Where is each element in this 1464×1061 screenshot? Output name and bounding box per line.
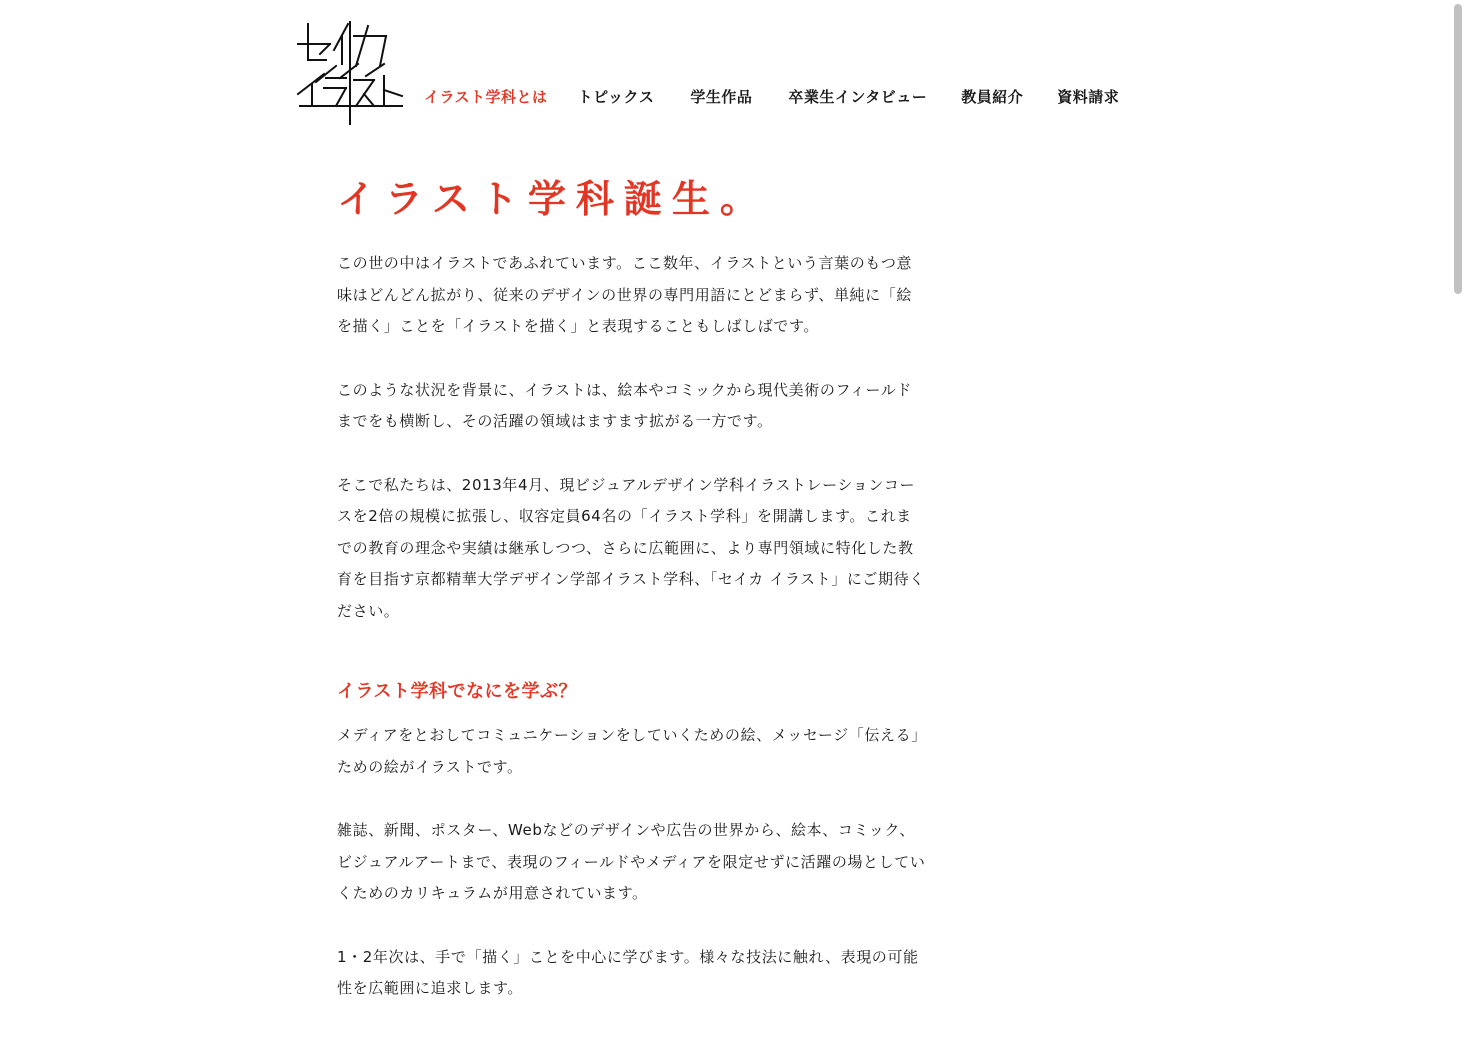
seika-illust-logo[interactable] [296, 20, 406, 130]
scrollbar[interactable] [1454, 4, 1462, 294]
page-title: イラスト学科誕生。 [337, 177, 768, 221]
nav-item-faculty[interactable]: 教員紹介 [961, 88, 1024, 106]
nav-item-request-materials[interactable]: 資料請求 [1057, 88, 1120, 106]
section-title: イラスト学科でなにを学ぶ？ [337, 681, 577, 702]
section-paragraph-1: メディアをとおしてコミュニケーションをしていくための絵、メッセージ「伝える」ための絵がイラストです。 [337, 726, 927, 776]
section-paragraph-2: 雑誌、新聞、ポスター、Webなどのデザインや広告の世界から、絵本、コミック、ビジュアルアートまで、表現のフィールドやメディアを限定せずに活躍の場としていくためのカリキュラムが用意されています。 [337, 821, 926, 902]
intro-paragraph-2: このような状況を背景に、イラストは、絵本やコミックから現代美術のフィールドまでをも横断し、その活躍の領域はますます拡がる一方です。 [337, 380, 912, 430]
main-content [337, 172, 927, 1005]
nav-item-student-works[interactable]: 学生作品 [690, 88, 753, 106]
intro-paragraph-3: そこで私たちは、2013年4月、現ビジュアルデザイン学科イラストレーションコースを2倍の規模に拡張し、収容定員64名の「イラスト学科」を開講します。これまでの教育の理念や実績は継承しつつ、さらに広範囲に、より専門領域に特化した教育を目指す京都精華大学デザイン学部イラスト学科、「セイカ イラスト」にご期待ください。 [337, 475, 925, 620]
nav-item-about[interactable]: イラスト学科とは [424, 88, 548, 106]
global-nav [424, 86, 1119, 107]
section-paragraph-3: 1・2年次は、手で「描く」ことを中心に学びます。様々な技法に触れ、表現の可能性を広範囲に追求します。 [337, 947, 919, 997]
intro-paragraph-1: この世の中はイラストであふれています。ここ数年、イラストという言葉のもつ意味はどんどん拡がり、従来のデザインの世界の専門用語にとどまらず、単純に「絵を描く」ことを「イラストを描く」と表現することもしばしばです。 [337, 254, 913, 335]
nav-item-topics[interactable]: トピックス [577, 88, 655, 106]
nav-item-alumni-interview[interactable]: 卒業生インタビュー [788, 88, 928, 106]
